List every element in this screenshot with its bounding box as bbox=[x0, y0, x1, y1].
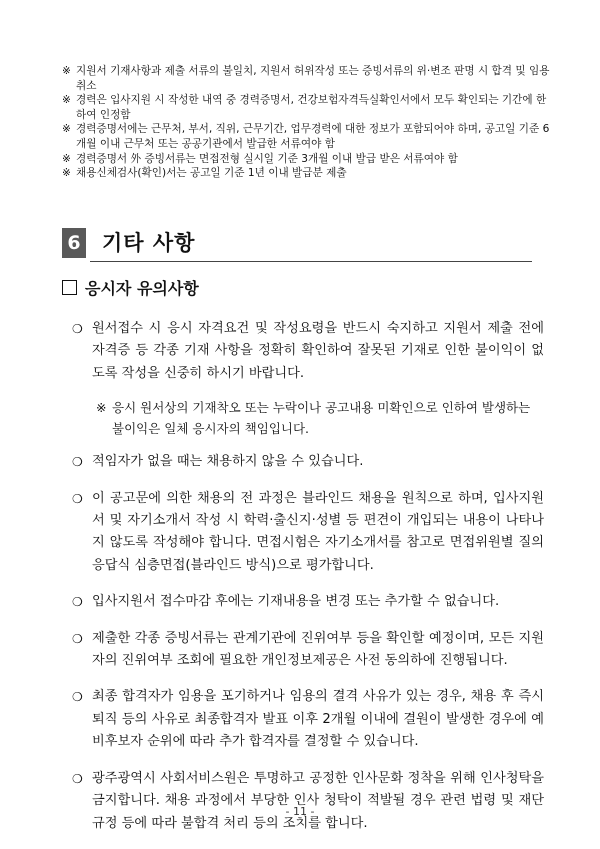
square-bullet-icon bbox=[62, 280, 77, 295]
list-item-note bbox=[96, 397, 544, 439]
list-item-text: 최종 합격자가 임용을 포기하거나 임용의 결격 사유가 있는 경우, 채용 후 즉시 퇴직 등의 사유로 최종합격자 발표 이후 2개월 이내에 결원이 발생한 경우에 예비후보자 순위에 따라 추가 합격자를 결정할 수 있습니다. bbox=[92, 689, 544, 750]
note-item bbox=[62, 93, 552, 122]
list-item bbox=[72, 591, 544, 613]
list-item bbox=[72, 451, 544, 473]
note-text: 경력증명서 外 증빙서류는 면접전형 실시일 기준 3개월 이내 발급 받은 서류여야 함 bbox=[76, 152, 458, 165]
note-text: 응시 원서상의 기재착오 또는 누락이나 공고내용 미확인으로 인하여 발생하는 불이익은 일체 응시자의 책임입니다. bbox=[112, 400, 531, 437]
note-text: 경력은 입사지원 시 작성한 내역 중 경력증명서, 건강보험자격득실확인서에서 모두 확인되는 기간에 한하여 인정함 bbox=[76, 94, 547, 121]
note-item bbox=[62, 166, 552, 181]
note-item bbox=[62, 64, 552, 93]
note-text: 지원서 기재사항과 제출 서류의 불일치, 지원서 허위작성 또는 증빙서류의 위·변조 판명 시 합격 및 임용 취소 bbox=[76, 65, 550, 92]
note-mark: ※ bbox=[62, 167, 71, 180]
section-underline bbox=[90, 261, 532, 262]
page-number: - 11 - bbox=[285, 805, 315, 818]
note-item bbox=[62, 122, 552, 151]
note-text: 채용신체검사(확인)서는 공고일 기준 1년 이내 발급분 제출 bbox=[76, 167, 347, 180]
circle-bullet-icon: ❍ bbox=[72, 690, 83, 705]
section-title: 기타 사항 bbox=[102, 231, 196, 255]
note-mark: ※ bbox=[62, 65, 71, 77]
list-item-text: 원서접수 시 응시 자격요건 및 작성요령을 반드시 숙지하고 지원서 제출 전에 자격증 등 각종 기재 사항을 정확히 확인하여 잘못된 기재로 인한 불이익이 없도록 작성을 신중히 하시기 바랍니다. bbox=[92, 321, 544, 381]
circle-bullet-icon: ❍ bbox=[72, 631, 83, 646]
circle-bullet-icon: ❍ bbox=[72, 771, 83, 786]
list-item bbox=[72, 318, 544, 385]
list-item-text: 입사지원서 접수마감 후에는 기재내용을 변경 또는 추가할 수 없습니다. bbox=[92, 594, 500, 610]
list-item-text: 이 공고문에 의한 채용의 전 과정은 블라인드 채용을 원칙으로 하며, 입사지원서 및 자기소개서 작성 시 학력·출신지·성별 등 편견이 개입되는 내용이 나타나지 않도록 작성해야 합니다. 면접시험은 자기소개서를 참고로 면접위원별 질의 응답식 심층면접(블라인드 방식)으로 평가합니다. bbox=[92, 490, 544, 573]
section-heading bbox=[62, 226, 532, 262]
circle-bullet-icon: ❍ bbox=[72, 595, 83, 610]
subsection-title: 응시자 유의사항 bbox=[85, 279, 199, 298]
circle-bullet-icon: ❍ bbox=[72, 455, 83, 470]
note-mark: ※ bbox=[96, 400, 107, 416]
list-item-text: 제출한 각종 증빙서류는 관계기관에 진위여부 등을 확인할 예정이며, 모든 지원자의 진위여부 조회에 필요한 개인정보제공은 사전 동의하에 진행됩니다. bbox=[92, 630, 544, 669]
note-item bbox=[62, 152, 552, 167]
list-item bbox=[72, 768, 544, 835]
list-item-text: 광주광역시 사회서비스원은 투명하고 공정한 인사문화 정착을 위해 인사청탁을 금지합니다. 채용 과정에서 부당한 인사 청탁이 적발될 경우 관련 법령 및 재단 규정 등에 따라 불합격 처리 등의 조치를 합니다. bbox=[92, 770, 544, 831]
notice-list bbox=[72, 318, 544, 849]
list-item bbox=[72, 628, 544, 673]
list-item bbox=[72, 686, 544, 753]
section-number: 6 bbox=[62, 228, 86, 258]
note-mark: ※ bbox=[62, 123, 71, 136]
list-item-text: 적임자가 없을 때는 채용하지 않을 수 있습니다. bbox=[92, 454, 364, 470]
circle-bullet-icon: ❍ bbox=[72, 491, 83, 506]
note-mark: ※ bbox=[62, 94, 71, 107]
subsection-heading bbox=[62, 278, 199, 300]
list-item bbox=[72, 488, 544, 578]
note-mark: ※ bbox=[62, 152, 71, 165]
circle-bullet-icon: ❍ bbox=[72, 322, 83, 336]
top-notes bbox=[62, 64, 552, 181]
note-text: 경력증명서에는 근무처, 부서, 직위, 근무기간, 업무경력에 대한 정보가 포함되어야 하며, 공고일 기준 6개월 이내 근무처 또는 공공기관에서 발급한 서류여야 함 bbox=[76, 123, 550, 150]
